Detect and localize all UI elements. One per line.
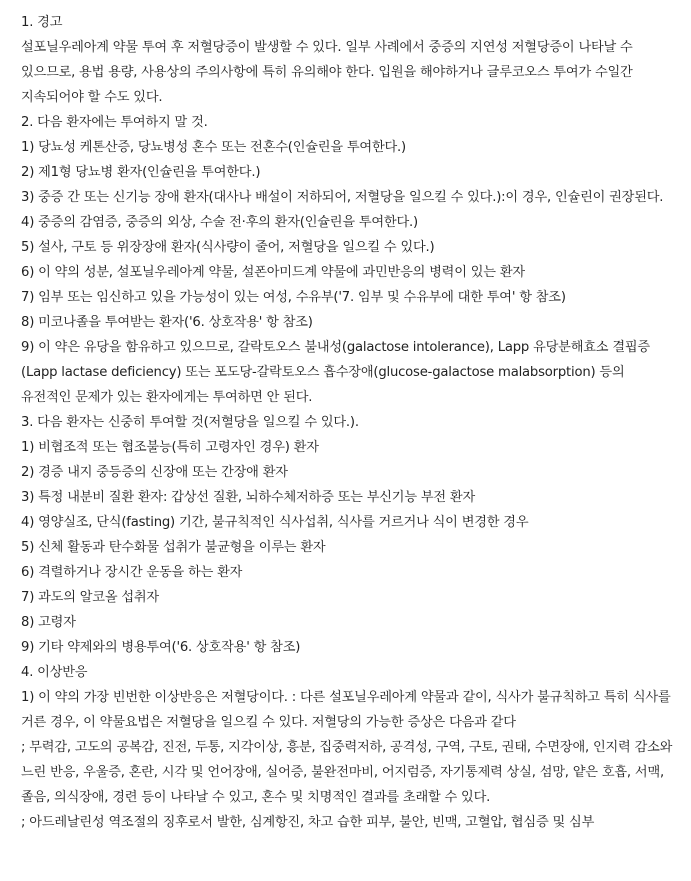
list-item: 7) 임부 또는 임신하고 있을 가능성이 있는 여성, 수유부('7. 임부 및 수유부에 대한 투여' 항 참조) (21, 290, 566, 305)
list-item: 5) 설사, 구토 등 위장장애 환자(식사량이 줄어, 저혈당을 일으킬 수 있다.) (21, 240, 435, 255)
list-item: 4) 영양실조, 단식(fasting) 기간, 불규칙적인 식사섭취, 식사를 거르거나 식이 변경한 경우 (21, 515, 529, 530)
section-heading-warning: 1. 경고 (21, 15, 63, 30)
list-item: 9) 기타 약제와의 병용투여('6. 상호작용' 항 참조) (21, 640, 301, 655)
list-item: 2) 경증 내지 중등증의 신장애 또는 간장애 환자 (21, 465, 288, 480)
symptom-paragraph: ; 무력감, 고도의 공복감, 진전, 두통, 지각이상, 흥분, 집중력저하, 공격성, 구역, 구토, 권태, 수면장애, 인지력 감소와 느린 반응, 우울증, 혼란, 시각 및 언어장애, 실어증, 불완전마비, 어지럼증, 자기통제력 상실, 섬망, 얕은 호흡, 서맥, 졸음, 의식장애, 경련 등이 나타날 수 있고, 혼수 및 치명적인 결과를 초래할 수 있다. (21, 740, 673, 805)
list-item: 6) 이 약의 성분, 설포닐우레아계 약물, 설폰아미드계 약물에 과민반응의 병력이 있는 환자 (21, 265, 525, 280)
list-item: 9) 이 약은 유당을 함유하고 있으므로, 갈락토오스 불내성(galactose intolerance), Lapp 유당분해효소 결핍증(Lapp lactase deficiency) 또는 포도당-갈락토오스 흡수장애(glucose-galactose malabsorption) 등의 유전적인 문제가 있는 환자에게는 투여하면 안 된다. (21, 340, 650, 405)
list-item: 8) 미코나졸을 투여받는 환자('6. 상호작용' 항 참조) (21, 315, 313, 330)
symptom-paragraph: ; 아드레날린성 역조절의 징후로서 발한, 심계항진, 차고 습한 피부, 불안, 빈맥, 고혈압, 협심증 및 심부 (21, 815, 595, 830)
list-item: 5) 신체 활동과 탄수화물 섭취가 불균형을 이루는 환자 (21, 540, 326, 555)
section-heading-adverse-reactions: 4. 이상반응 (21, 665, 88, 680)
section-heading-contraindications: 2. 다음 환자에는 투여하지 말 것. (21, 115, 208, 130)
section-heading-caution: 3. 다음 환자는 신중히 투여할 것(저혈당을 일으킬 수 있다.). (21, 415, 359, 430)
list-item: 3) 중증 간 또는 신기능 장애 환자(대사나 배설이 저하되어, 저혈당을 일으킬 수 있다.):이 경우, 인슐린이 권장된다. (21, 190, 664, 205)
list-item: 6) 격렬하거나 장시간 운동을 하는 환자 (21, 565, 243, 580)
warning-paragraph: 설포닐우레아계 약물 투여 후 저혈당증이 발생할 수 있다. 일부 사례에서 중증의 지연성 저혈당증이 나타날 수 있으므로, 용법 용량, 사용상의 주의사항에 특히 유의해야 한다. 입원을 해야하거나 글루코오스 투여가 수일간 지속되어야 할 수도 있다. (21, 40, 633, 105)
list-item: 8) 고령자 (21, 615, 76, 630)
list-item: 1) 당뇨성 케톤산증, 당뇨병성 혼수 또는 전혼수(인슐린을 투여한다.) (21, 140, 406, 155)
list-item: 1) 비협조적 또는 협조불능(특히 고령자인 경우) 환자 (21, 440, 319, 455)
list-item: 4) 중증의 감염증, 중증의 외상, 수술 전·후의 환자(인슐린을 투여한다.) (21, 215, 418, 230)
list-item: 1) 이 약의 가장 빈번한 이상반응은 저혈당이다. : 다른 설포닐우레아계 약물과 같이, 식사가 불규칙하고 특히 식사를 거른 경우, 이 약물요법은 저혈당을 일으킬 수 있다. 저혈당의 가능한 증상은 다음과 같다 (21, 690, 671, 730)
list-item: 3) 특정 내분비 질환 환자: 갑상선 질환, 뇌하수체저하증 또는 부신기능 부전 환자 (21, 490, 475, 505)
list-item: 7) 과도의 알코올 섭취자 (21, 590, 159, 605)
list-item: 2) 제1형 당뇨병 환자(인슐린을 투여한다.) (21, 165, 261, 180)
